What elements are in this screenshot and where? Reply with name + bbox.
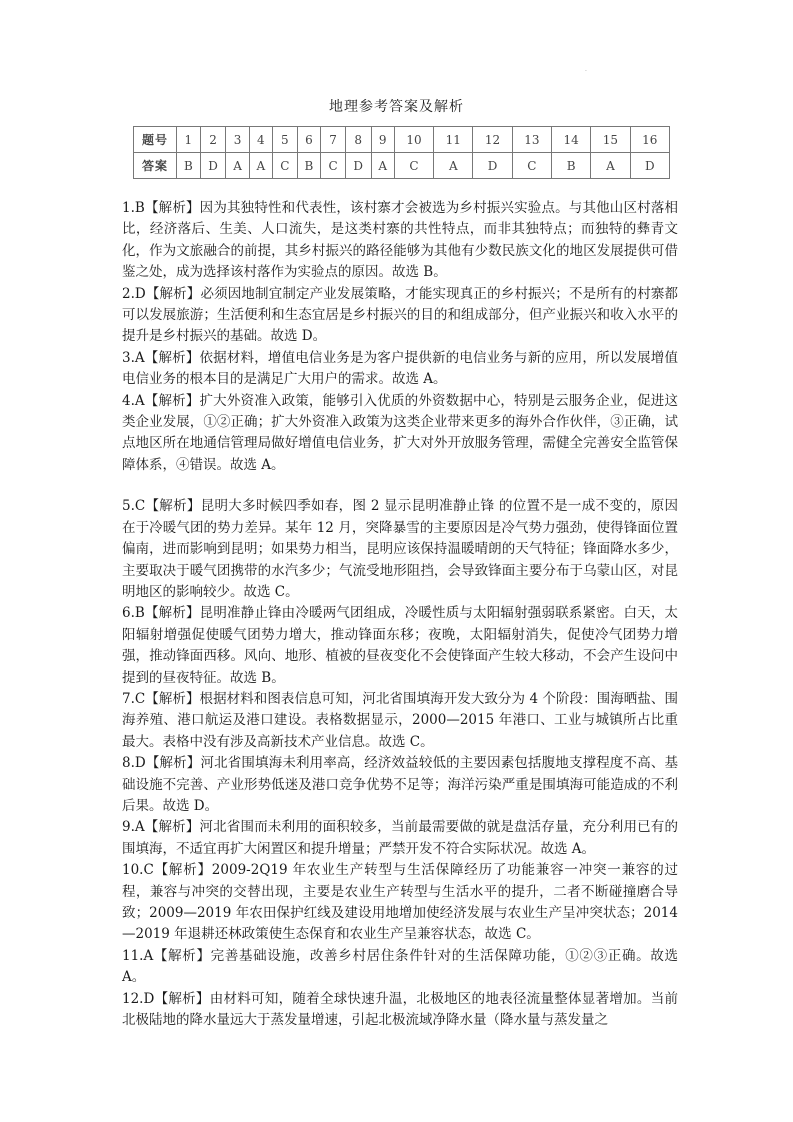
answer-table — [133, 126, 670, 179]
question-number: 10 — [394, 127, 433, 153]
question-number: 3 — [226, 127, 249, 153]
question-number: 9 — [371, 127, 394, 153]
answer-cell: A — [226, 153, 249, 179]
question-number: 14 — [551, 127, 590, 153]
explanation-item: 6.B【解析】昆明准静止锋由冷暖两气团组成，冷暖性质与太阳辐射强弱联系紧密。白天，太阳辐射增强促使暖气团势力增大，推动锋面东移；夜晚，太阳辐射消失，促使冷气团势力增强，推动锋面西移。风向、地形、植被的昼夜变化不会使锋面产生较大移动，不会产生设问中提到的昼夜特征。故选 B。 — [122, 605, 678, 686]
question-number: 7 — [321, 127, 346, 153]
answer-cell: D — [473, 153, 512, 179]
answer-cell: A — [591, 153, 630, 179]
explanation-item: 12.D【解析】由材料可知，随着全球快速升温，北极地区的地表径流量整体显著增加。当前北极陆地的降水量远大于蒸发量增速，引起北极流域净降水量（降水量与蒸发量之 — [122, 990, 678, 1029]
question-number: 6 — [297, 127, 321, 153]
answer-cell: C — [512, 153, 551, 179]
explanation-item: 4.A【解析】扩大外资准入政策，能够引入优质的外资数据中心，特别是云服务企业，促进这类企业发展，①②正确；扩大外资准入政策为这类企业带来更多的海外合作伙伴，③正确，试点地区所在地通信管理局做好增值电信业务，扩大对外开放服务管理，需健全完善安全监管保障体系，④错误。故选 A。 — [122, 392, 678, 473]
answer-cell: D — [345, 153, 371, 179]
answer-cell: A — [371, 153, 394, 179]
explanation-list — [122, 198, 678, 1031]
question-number: 2 — [200, 127, 226, 153]
answer-cell: B — [551, 153, 590, 179]
explanation-item: 1.B【解析】因为其独特性和代表性，该村寨才会被选为乡村振兴实验点。与其他山区村落相比，经济落后、生美、人口流失，是这类村寨的共性特点，而非其独特点；而独特的彝青文化，作为文旅融合的前提，其乡村振兴的路径能够为其他有少数民族文化的地区发展提供可借鉴之处，成为选择该村落作为实验点的原因。故选 B。 — [122, 200, 678, 281]
question-number-row — [134, 127, 670, 153]
question-number: 1 — [177, 127, 201, 153]
row-label-answer: 答案 — [134, 153, 177, 179]
answer-cell: C — [273, 153, 298, 179]
explanation-item: 5.C【解析】昆明大多时候四季如春，图 2 显示昆明准静止锋 的位置不是一成不变的，原因在于冷暖气团的势力差异。某年 12 月，突降暴雪的主要原因是冷气势力强劲，使得锋面位置偏南，进而影响到昆明；如果势力相当，昆明应该保持温暖晴朗的天气特征；锋面降水多少，主要取决于暖气团携带的水汽多少；气流受地形阻挡，会导致锋面主要分布于乌蒙山区，对昆明地区的影响较少。故选 C。 — [122, 498, 678, 600]
explanation-item: 9.A【解析】河北省围而未利用的面积较多，当前最需要做的就是盘活存量，充分利用已有的围填海，不适宜再扩大闲置区和提升增量；严禁开发不符合实际状况。故选 A。 — [122, 819, 678, 857]
scan-dot: . — [585, 66, 587, 73]
answer-cell: D — [630, 153, 669, 179]
explanation-item: 7.C【解析】根据材料和图表信息可知，河北省围填海开发大致分为 4 个阶段：围海晒盐、围海养殖、港口航运及港口建设。表格数据显示，2000—2015 年港口、工业与城镇所占比重最大。表格中没有涉及高新技术产业信息。故选 C。 — [122, 690, 678, 750]
explanation-item: 8.D【解析】河北省围填海未利用率高，经济效益较低的主要因素包括腹地支撑程度不高、基础设施不完善、产业形势低迷及港口竞争优势不足等；海洋污染严重是围填海可能造成的不利后果。故选 D。 — [122, 755, 678, 814]
question-number: 8 — [345, 127, 371, 153]
page-title: 地理参考答案及解析 — [329, 99, 464, 115]
explanation-item: 11.A【解析】完善基础设施，改善乡村居住条件针对的生活保障功能，①②③正确。故选 A。 — [122, 947, 678, 986]
question-number: 11 — [434, 127, 473, 153]
answer-row — [134, 153, 670, 179]
row-label-number: 题号 — [134, 127, 177, 153]
answer-cell: B — [177, 153, 201, 179]
explanation-item: 10.C【解析】2009-2Q19 年农业生产转型与生活保障经历了功能兼容一冲突一兼容的过程，兼容与冲突的交替出现，主要是农业生产转型与生活水平的提升，二者不断碰撞磨合导致；2009—2019 年农田保护红线及建设用地增加使经济发展与农业生产呈冲突状态；2014—2019 年退耕还林政策使生态保育和农业生产呈兼容状态，故选 C。 — [122, 862, 678, 943]
answer-cell: C — [394, 153, 433, 179]
question-number: 12 — [473, 127, 512, 153]
question-number: 15 — [591, 127, 630, 153]
explanation-item: 2.D【解析】必须因地制宜制定产业发展策略，才能实现真正的乡村振兴；不是所有的村寨都可以发展旅游；生活便利和生态宜居是乡村振兴的目的和组成部分，但产业振兴和收入水平的提升是乡村振兴的基础。故选 D。 — [122, 285, 678, 345]
answer-cell: C — [321, 153, 346, 179]
question-number: 16 — [630, 127, 669, 153]
answer-cell: A — [434, 153, 473, 179]
question-number: 4 — [249, 127, 272, 153]
question-number: 5 — [273, 127, 298, 153]
question-number: 13 — [512, 127, 551, 153]
answer-cell: B — [297, 153, 321, 179]
answer-cell: D — [200, 153, 226, 179]
answer-cell: A — [249, 153, 272, 179]
explanation-item: 3.A【解析】依据材料，增值电信业务是为客户提供新的电信业务与新的应用，所以发展增值电信业务的根本目的是满足广大用户的需求。故选 A。 — [122, 349, 678, 388]
